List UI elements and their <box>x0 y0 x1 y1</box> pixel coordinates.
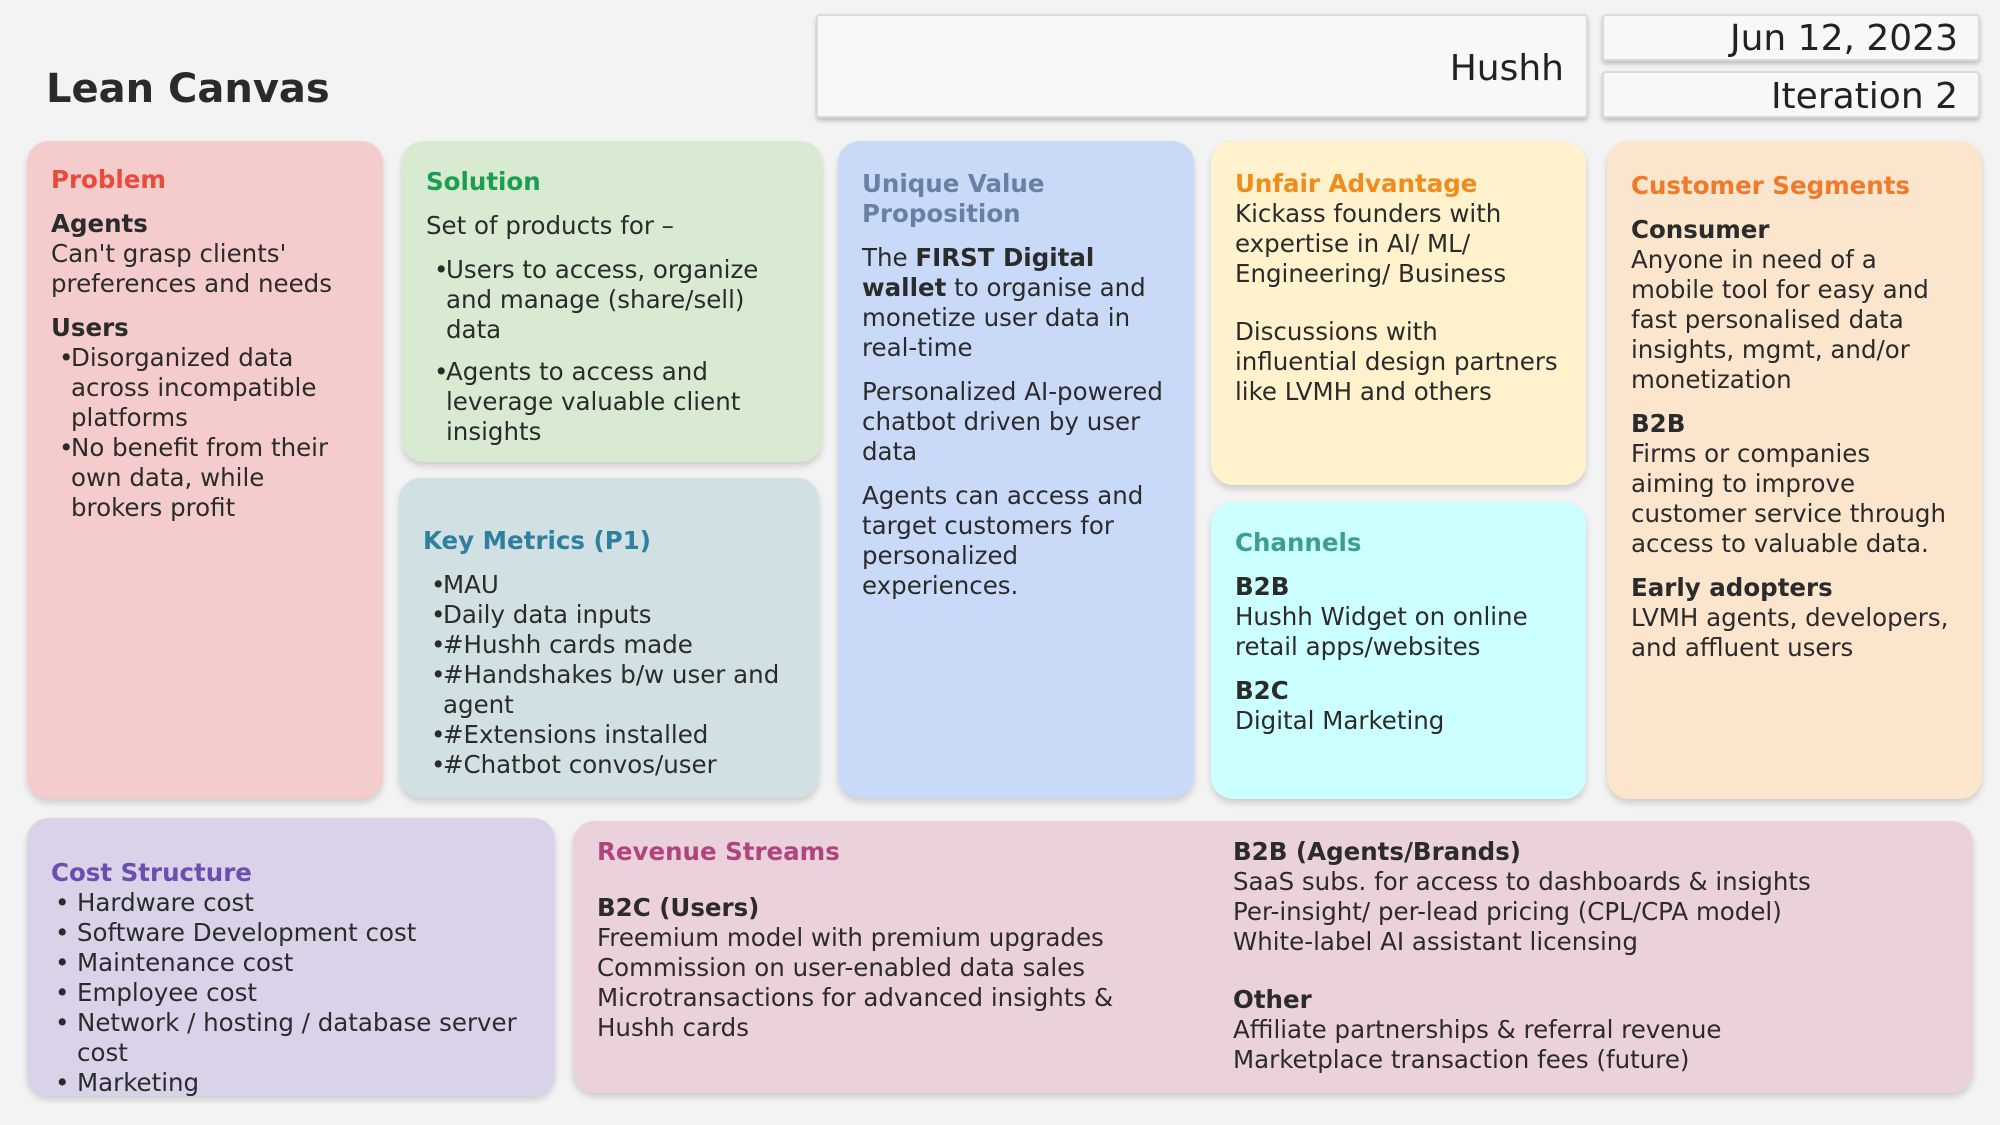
cost-structure-title: Cost Structure <box>51 858 252 887</box>
problem-title: Problem <box>51 165 166 194</box>
unfair-advantage-p2: Discussions with influential design partners like LVMH and others <box>1235 317 1558 406</box>
uvp-p1-pre: The <box>862 243 916 272</box>
unfair-advantage-title: Unfair Advantage <box>1235 169 1478 198</box>
revenue-left-column <box>597 837 1197 1043</box>
list-item: • Network / hosting / database server cost <box>51 1008 531 1068</box>
key-metrics-card <box>399 478 819 798</box>
list-item: • #Extensions installed <box>431 720 795 750</box>
revenue-other-line: Affiliate partnerships & referral revenue <box>1233 1015 1722 1044</box>
solution-title: Solution <box>426 167 541 196</box>
problem-agents-heading: Agents <box>51 209 148 238</box>
date-field[interactable]: Jun 12, 2023 <box>1602 14 1980 61</box>
uvp-p1-post: to organise and monetize user data in real-time <box>862 273 1146 362</box>
list-item: • Agents to access and leverage valuable client insights <box>434 357 798 447</box>
revenue-streams-title: Revenue Streams <box>597 837 840 866</box>
problem-card <box>27 141 383 799</box>
list-item: • #Hushh cards made <box>431 630 795 660</box>
revenue-b2b-line: SaaS subs. for access to dashboards & insights <box>1233 867 1811 896</box>
consumer-text: Anyone in need of a mobile tool for easy and fast personalised data insights, mgmt, and/or monetization <box>1631 245 1929 394</box>
uvp-title: Unique Value Proposition <box>862 169 1045 228</box>
unfair-advantage-p1: Kickass founders with expertise in AI/ ML/ Engineering/ Business <box>1235 199 1507 288</box>
cost-structure-card <box>27 818 555 1096</box>
problem-users-heading: Users <box>51 313 129 342</box>
revenue-b2c-line: Freemium model with premium upgrades <box>597 923 1104 952</box>
revenue-b2b-line: Per-insight/ per-lead pricing (CPL/CPA model) <box>1233 897 1782 926</box>
channels-b2c-heading: B2C <box>1235 676 1289 705</box>
list-item: • #Chatbot convos/user <box>431 750 795 780</box>
segments-b2b-text: Firms or companies aiming to improve customer service through access to valuable data. <box>1631 439 1946 558</box>
customer-segments-title: Customer Segments <box>1631 171 1910 200</box>
uvp-paragraph-3: Agents can access and target customers for personalized experiences. <box>862 481 1144 600</box>
revenue-other-line: Marketplace transaction fees (future) <box>1233 1045 1690 1074</box>
uvp-paragraph-2: Personalized AI-powered chatbot driven by user data <box>862 377 1163 466</box>
list-item: • Daily data inputs <box>431 600 795 630</box>
revenue-b2b-heading: B2B (Agents/Brands) <box>1233 837 1521 866</box>
customer-segments-card <box>1607 141 1982 799</box>
list-item: • Disorganized data across incompatible platforms <box>59 343 359 433</box>
problem-agents-text: Can't grasp clients' preferences and needs <box>51 239 332 298</box>
solution-card <box>402 141 822 462</box>
list-item: • Maintenance cost <box>51 948 531 978</box>
channels-card <box>1211 502 1586 799</box>
revenue-b2b-line: White-label AI assistant licensing <box>1233 927 1638 956</box>
list-item: • Software Development cost <box>51 918 531 948</box>
revenue-right-column <box>1233 837 1933 1075</box>
revenue-streams-card <box>573 821 1973 1093</box>
uvp-paragraph-1 <box>862 243 1170 363</box>
list-item: • No benefit from their own data, while brokers profit <box>59 433 359 523</box>
segments-b2b-heading: B2B <box>1631 409 1686 438</box>
early-adopters-text: LVMH agents, developers, and affluent users <box>1631 603 1949 662</box>
channels-b2b-heading: B2B <box>1235 572 1290 601</box>
channels-title: Channels <box>1235 528 1362 557</box>
iteration-field[interactable]: Iteration 2 <box>1602 71 1980 118</box>
revenue-b2c-line: Commission on user-enabled data sales <box>597 953 1086 982</box>
company-name-field[interactable]: Hushh <box>816 14 1588 118</box>
early-adopters-heading: Early adopters <box>1631 573 1833 602</box>
key-metrics-list <box>431 570 795 780</box>
solution-intro: Set of products for – <box>426 211 674 240</box>
list-item: • #Handshakes b/w user and agent <box>431 660 795 720</box>
list-item: • Users to access, organize and manage (share/sell) data <box>434 255 798 345</box>
page-title: Lean Canvas <box>46 66 330 112</box>
list-item: • Employee cost <box>51 978 531 1008</box>
cost-structure-list <box>51 888 531 1098</box>
revenue-b2c-heading: B2C (Users) <box>597 893 760 922</box>
revenue-b2c-line: Microtransactions for advanced insights & Hushh cards <box>597 983 1114 1042</box>
list-item: • MAU <box>431 570 795 600</box>
list-item: • Marketing <box>51 1068 531 1098</box>
channels-b2c-text: Digital Marketing <box>1235 706 1445 735</box>
list-item: • Hardware cost <box>51 888 531 918</box>
channels-b2b-text: Hushh Widget on online retail apps/websites <box>1235 602 1528 661</box>
problem-users-list <box>59 343 359 523</box>
uvp-p1-bold: FIRST Digital wallet <box>862 243 1095 302</box>
key-metrics-title: Key Metrics (P1) <box>423 526 651 555</box>
unfair-advantage-card <box>1211 141 1586 485</box>
uvp-card <box>838 141 1194 798</box>
revenue-other-heading: Other <box>1233 985 1312 1014</box>
consumer-heading: Consumer <box>1631 215 1770 244</box>
solution-list <box>434 255 798 447</box>
